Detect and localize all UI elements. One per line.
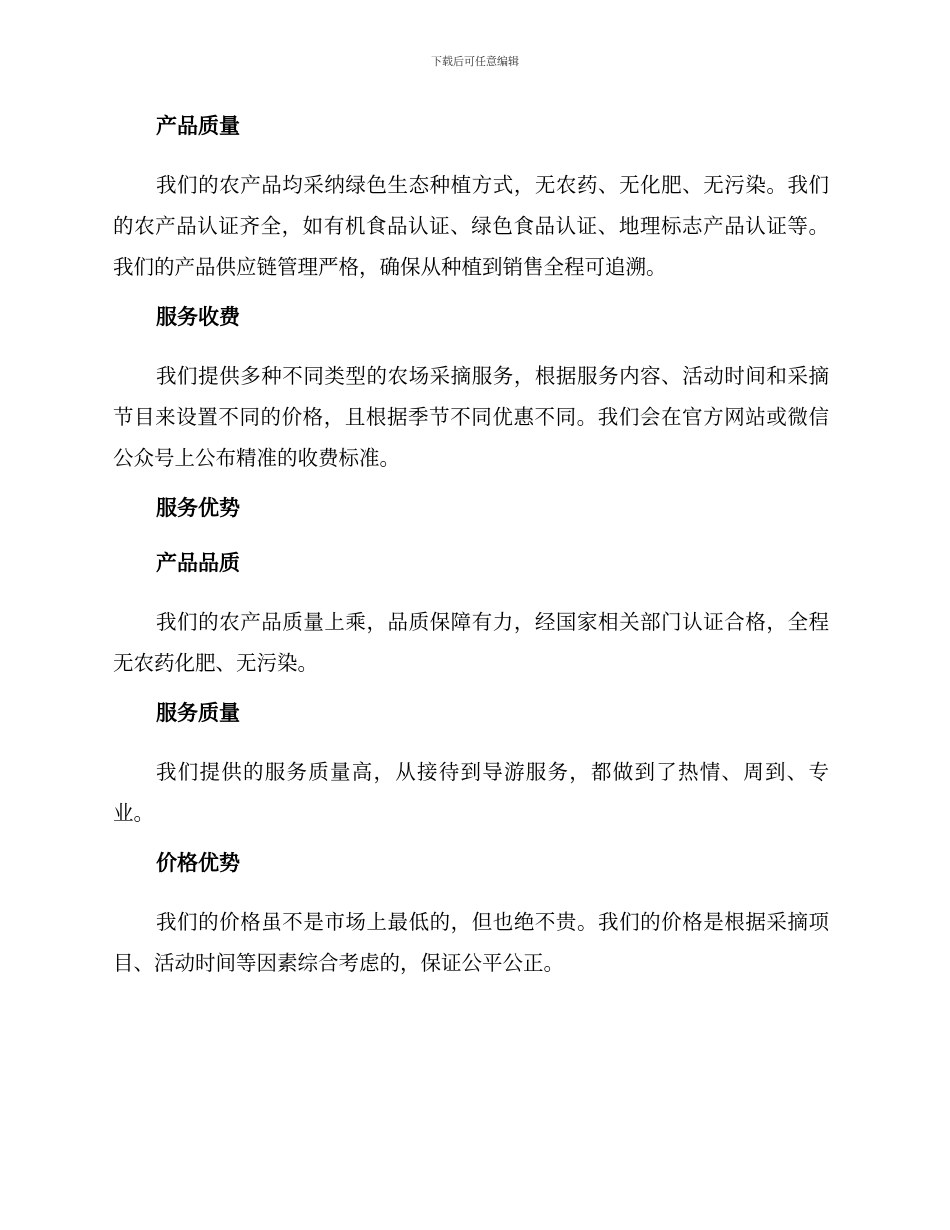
heading-service-advantages: 服务优势 xyxy=(156,496,240,520)
paragraph-product-quality: 我们的农产品均采纳绿色生态种植方式，无农药、无化肥、无污染。我们的农产品认证齐全，如有机食品认证、绿色食品认证、地理标志产品认证等。我们的产品供应链管理严格，确保从种植到销售全程可追溯。 xyxy=(113,173,829,279)
heading-product-quality: 产品质量 xyxy=(156,114,240,138)
paragraph-price-advantage: 我们的价格虽不是市场上最低的，但也绝不贵。我们的价格是根据采摘项目、活动时间等因素综合考虑的，保证公平公正。 xyxy=(113,910,829,975)
paragraph-product-grade: 我们的农产品质量上乘，品质保障有力，经国家相关部门认证合格，全程无农药化肥、无污染。 xyxy=(113,610,829,675)
paragraph-service-quality: 我们提供的服务质量高，从接待到导游服务，都做到了热情、周到、专业。 xyxy=(113,760,829,825)
document-body xyxy=(113,110,829,997)
heading-service-fees: 服务收费 xyxy=(156,305,240,329)
heading-price-advantage: 价格优势 xyxy=(156,851,240,875)
heading-product-grade: 产品品质 xyxy=(156,551,240,575)
header-watermark: 下载后可任意编辑 xyxy=(431,55,519,68)
paragraph-service-fees: 我们提供多种不同类型的农场采摘服务，根据服务内容、活动时间和采摘节目来设置不同的价格，且根据季节不同优惠不同。我们会在官方网站或微信公众号上公布精准的收费标准。 xyxy=(113,364,829,470)
heading-service-quality: 服务质量 xyxy=(156,701,240,725)
